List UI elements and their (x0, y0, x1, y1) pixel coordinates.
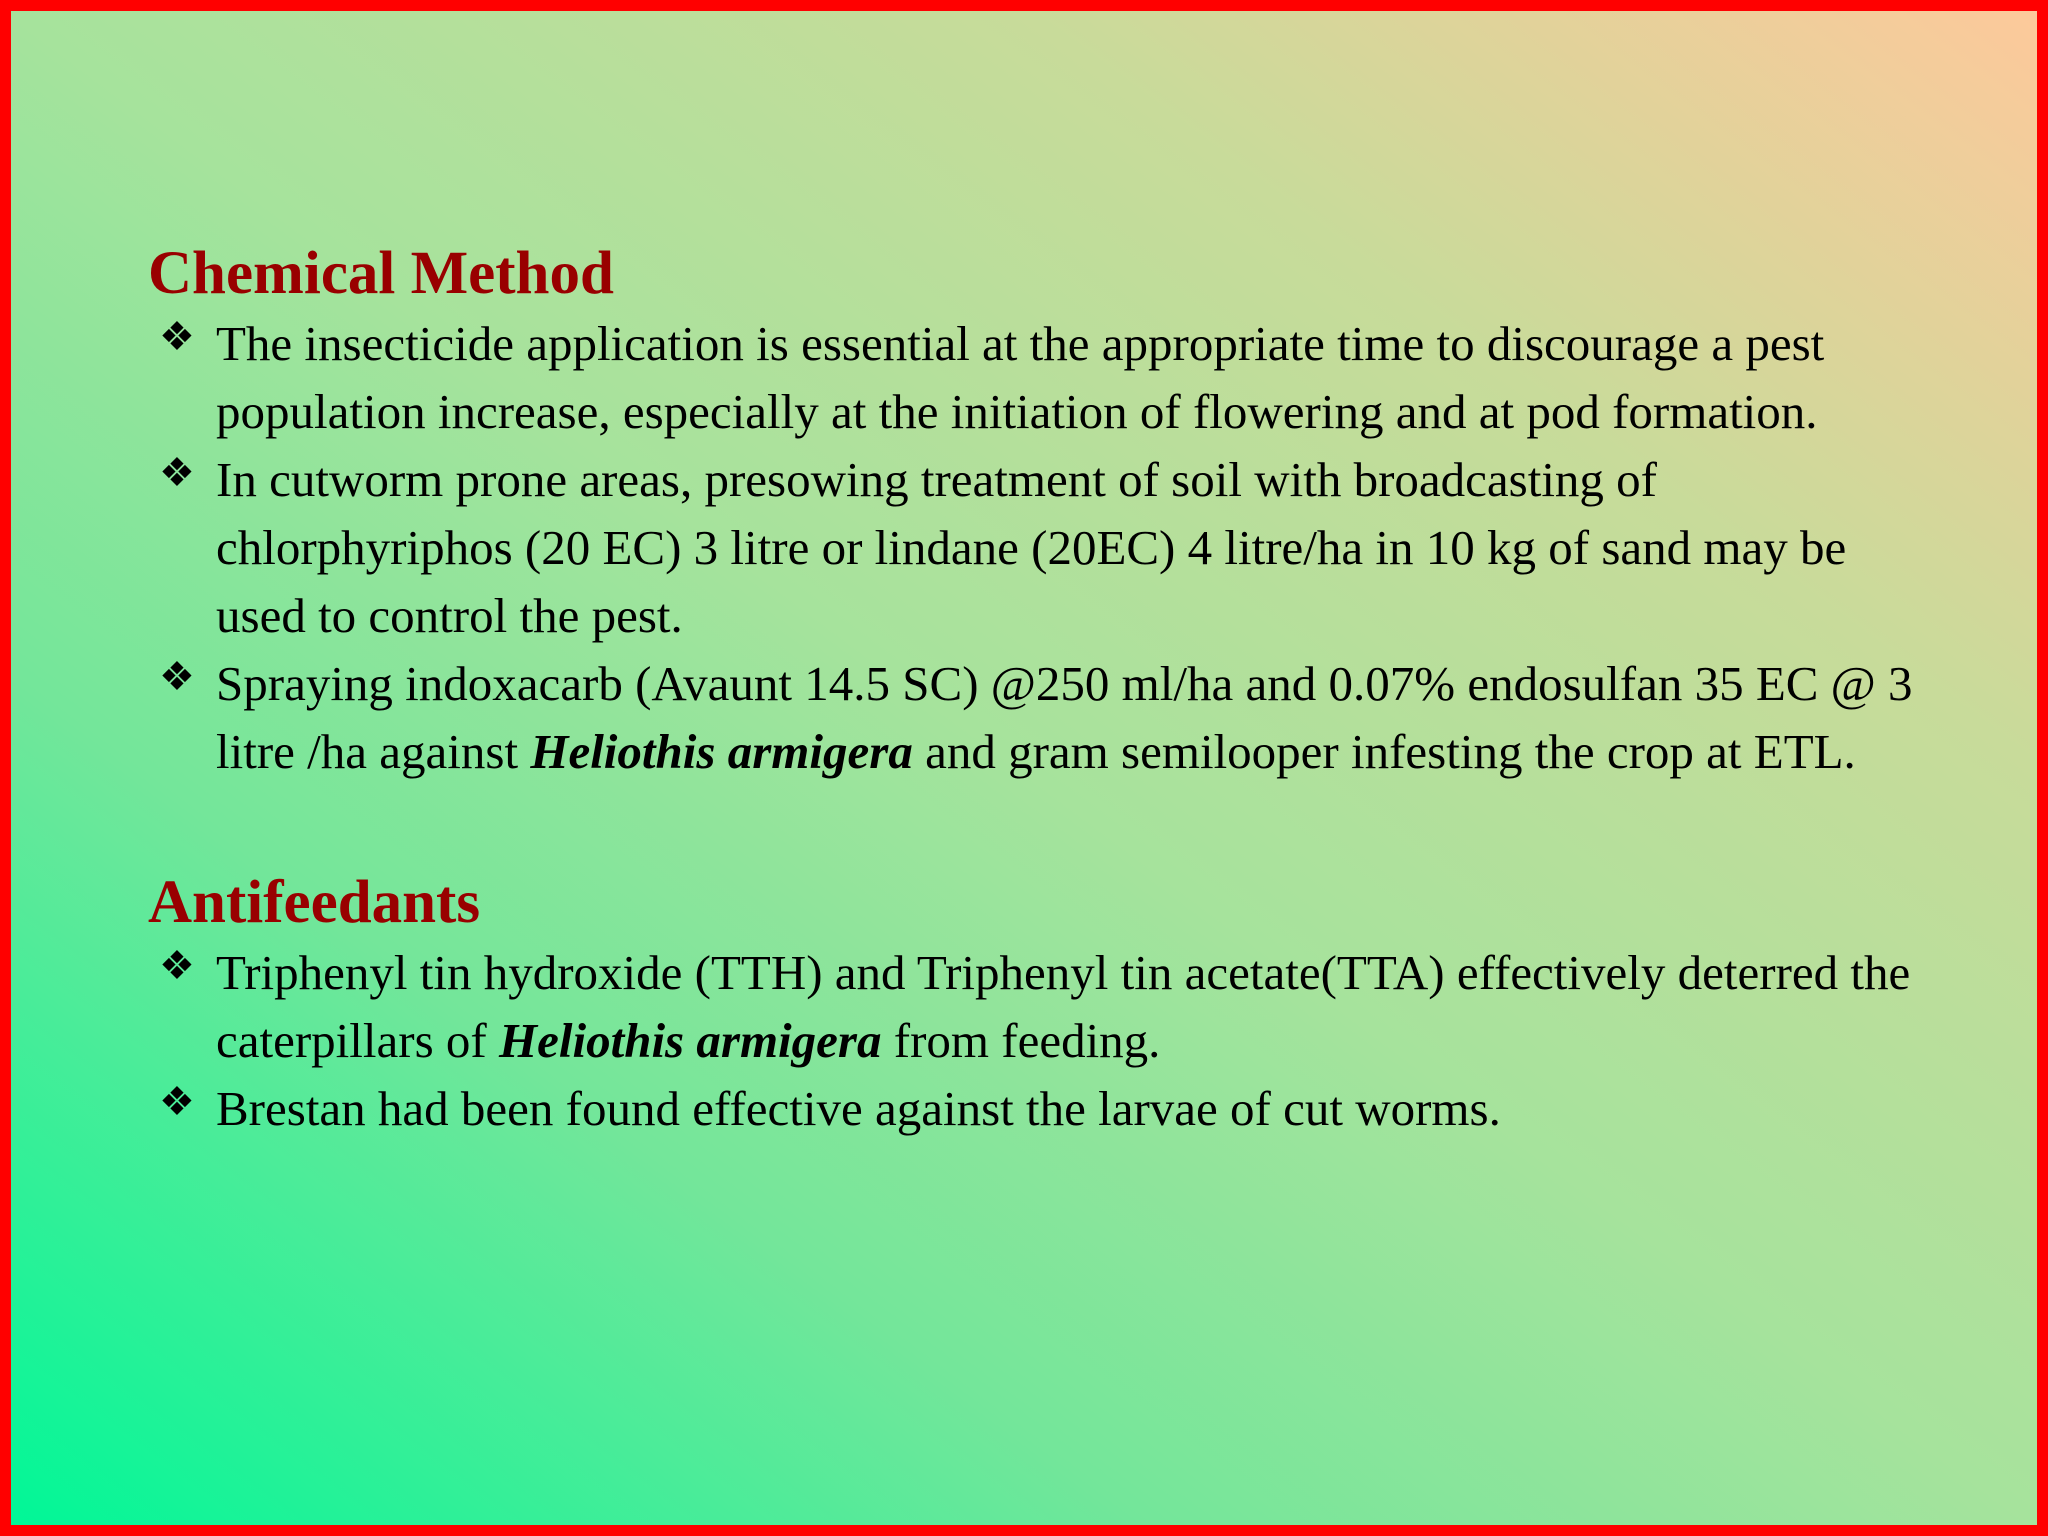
slide-content (148, 237, 1928, 1143)
bullet-item (148, 1075, 1928, 1143)
chemical-method-section (148, 237, 1928, 786)
antifeedants-section (148, 866, 1928, 1143)
bullet-text: In cutworm prone areas, presowing treatment of soil with broadcasting of chlorphyriphos (20 EC) 3 litre or lindane (20EC) 4 litre/ha in 10 kg of sand may be used to control the pest. (216, 452, 1847, 644)
four-diamond-bullet-icon: ❖ (159, 654, 195, 700)
bullet-text-start: Spraying indoxacarb (Avaunt 14.5 SC) @250 ml/ha and 0.07% endosulfan 35 EC @ 3 litre /ha against (216, 656, 1913, 780)
species-name: Heliothis armigera (498, 1013, 882, 1069)
four-diamond-bullet-icon: ❖ (159, 450, 195, 496)
bullet-text-end: from feeding. (881, 1013, 1161, 1069)
section-title-chemical-method: Chemical Method (148, 240, 614, 307)
bullet-item (148, 446, 1928, 650)
bullet-item (148, 939, 1928, 1075)
bullet-text-end: and gram semilooper infesting the crop at ETL. (912, 724, 1856, 780)
bullet-item (148, 650, 1928, 786)
section-title-antifeedants: Antifeedants (148, 869, 481, 937)
bullet-item (148, 310, 1928, 446)
bullet-text: Brestan had been found effective against the larvae of cut worms. (216, 1081, 1501, 1137)
bullet-list (148, 310, 1928, 786)
bullet-text: The insecticide application is essential at the appropriate time to discourage a pest population increase, especially at the initiation of flowering and at pod formation. (216, 316, 1825, 440)
four-diamond-bullet-icon: ❖ (159, 1079, 195, 1125)
four-diamond-bullet-icon: ❖ (159, 943, 195, 989)
species-name: Heliothis armigera (530, 724, 913, 780)
four-diamond-bullet-icon: ❖ (159, 314, 195, 360)
bullet-list (148, 939, 1928, 1143)
bullet-text-start: Triphenyl tin hydroxide (TTH) and Triphenyl tin acetate(TTA) effectively deterred the caterpillars of (216, 945, 1911, 1069)
